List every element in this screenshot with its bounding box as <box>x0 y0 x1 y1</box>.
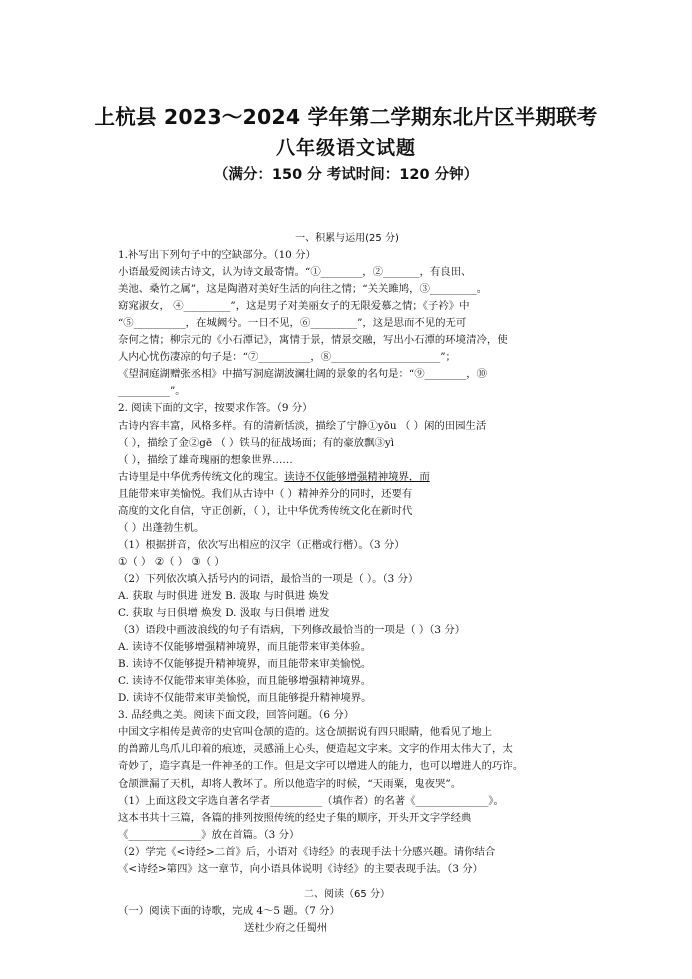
question-line: 1.补写出下列句子中的空缺部分。（10 分） <box>118 249 316 262</box>
option-line: A. 读诗不仅能够增强精神境界，而且能带来审美体验。 <box>118 641 372 654</box>
question-line: 中国文字相传是黄帝的史官叫仓颉的造的。这仓颉据说有四只眼睛，他看见了地上 <box>118 726 493 739</box>
section-heading-1: 一、积累与运用(25 分) <box>295 233 399 244</box>
question-line: 《<诗经>第四》这一章节，向小语具体说明《诗经》的主要表现手法。（3 分） <box>118 862 484 875</box>
question-line: 这本书共十三篇，各篇的排列按照传统的经史子集的顺序，开头开文字学经典 <box>118 811 472 824</box>
passage-text: 古诗里是中华优秀传统文化的瑰宝。 <box>118 470 285 483</box>
exam-subtitle: 八年级语文试题 <box>275 137 416 159</box>
question-line: “⑤__________，在城阙兮。一日不见，⑥_________”，这是思而不见的无可 <box>118 317 467 330</box>
question-line: 小语最爱阅读古诗文，认为诗文最寄情。“①________，②_______，有良田、 <box>118 266 472 279</box>
question-3 <box>118 707 576 877</box>
question-1 <box>118 247 576 400</box>
question-line: （1）根据拼音，依次写出相应的汉字（正楷或行楷）。（3 分） <box>118 538 405 551</box>
option-line: C. 读诗不仅能带来审美体验，而且能够增强精神境界。 <box>118 675 372 688</box>
question-line <box>118 469 576 486</box>
question-line: 仓颉泄漏了天机，却将人教坏了。所以他造字的时候，“天雨粟，鬼夜哭”。 <box>118 777 462 790</box>
question-line: （2）下列依次填入括号内的词语，最恰当的一项是（ ）。（3 分） <box>118 572 419 585</box>
exam-title: 上杭县 2023～2024 学年第二学期东北片区半期联考 <box>94 105 598 129</box>
question-line: （ ）出蓬勃生机。 <box>118 521 205 534</box>
question-line: 2. 阅读下面的文字，按要求作答。（9 分） <box>118 402 313 415</box>
section-heading-2: 二、阅读（65 分） <box>304 888 390 900</box>
question-line: A. 获取 与时俱进 迸发 B. 汲取 与时俱进 焕发 <box>118 589 330 602</box>
question-line: 《望洞庭湖赠张丞相》中描写洞庭湖波澜壮阔的景象的名句是：“⑨________，⑩ <box>118 368 487 381</box>
question-line: （2）学完《<诗经>二首》后，小语对《诗经》的表现手法十分感兴趣。请你结合 <box>118 845 496 858</box>
question-line: （3）语段中画波浪线的句子有语病，下列修改最恰当的一项是（ ）（3 分） <box>118 624 466 637</box>
reading-intro: （一）阅读下面的诗歌，完成 4～5 题。（7 分） <box>118 904 340 917</box>
option-line: B. 读诗不仅能够提升精神境界，而且能带来审美愉悦。 <box>118 658 372 671</box>
question-line: 奈何之情；柳宗元的《小石潭记》，寓情于景，情景交融，写出小石潭的环境清冷，使 <box>118 334 508 347</box>
spacer <box>118 878 576 886</box>
question-line: 《______________》放在首篇。（3 分） <box>118 828 300 841</box>
question-line: 且能带来审美愉悦。我们从古诗中（ ）精神养分的同时，还要有 <box>118 487 413 500</box>
question-line: 3. 品经典之美。阅读下面文段，回答问题。（6 分） <box>118 709 355 722</box>
question-line: 窈窕淑女， ④_________”，这是男子对美丽女子的无限爱慕之情；《子衿》中 <box>118 300 470 313</box>
exam-content <box>118 230 576 937</box>
question-line: __________”。 <box>118 385 186 398</box>
question-line: 奇妙了，造字真是一件神圣的工作。但是文字可以增进人的能力，也可以增进人的巧诈。 <box>118 760 524 773</box>
question-2 <box>118 400 576 707</box>
question-line: 的兽蹄儿鸟爪儿印着的痕迹，灵感涌上心头，便造起文字来。文字的作用太伟大了，太 <box>118 743 513 756</box>
question-line: （1）上面这段文字选自著名学者__________（填作者）的名著《______________》。 <box>118 794 504 807</box>
question-line: （ ），描绘了雄奇瑰丽的想象世界…… <box>118 453 293 466</box>
exam-info: （满分：150 分 考试时间：120 分钟） <box>213 167 479 183</box>
question-line: 高度的文化自信，守正创新，（ ），让中华优秀传统文化在新时代 <box>118 504 413 517</box>
question-line: 美池、桑竹之属”，这是陶潜对美好生活的向往之情；“关关雎鸠，③_________。 <box>118 283 488 296</box>
poem-title: 送杜少府之任蜀州 <box>244 921 328 934</box>
question-line: （ ），描绘了金②gē （ ）铁马的征战场面；有的豪放飘③yì <box>118 436 395 449</box>
question-line: ①（ ） ②（ ） ③（ ） <box>118 555 225 568</box>
question-line: C. 获取 与日俱增 焕发 D. 汲取 与日俱增 迸发 <box>118 607 330 620</box>
option-line: D. 读诗不仅能带来审美愉悦，而且能够提升精神境界。 <box>118 692 372 705</box>
wavy-underlined-sentence: 读诗不仅能够增强精神境界，而 <box>284 470 430 483</box>
question-line: 古诗内容丰富，风格多样。有的清新恬淡，描绘了宁静①yōu （ ）闲的田园生活 <box>118 419 487 432</box>
question-line: 人内心忧伤凄凉的句子是：“⑦__________，⑧_____________________”； <box>118 351 456 364</box>
